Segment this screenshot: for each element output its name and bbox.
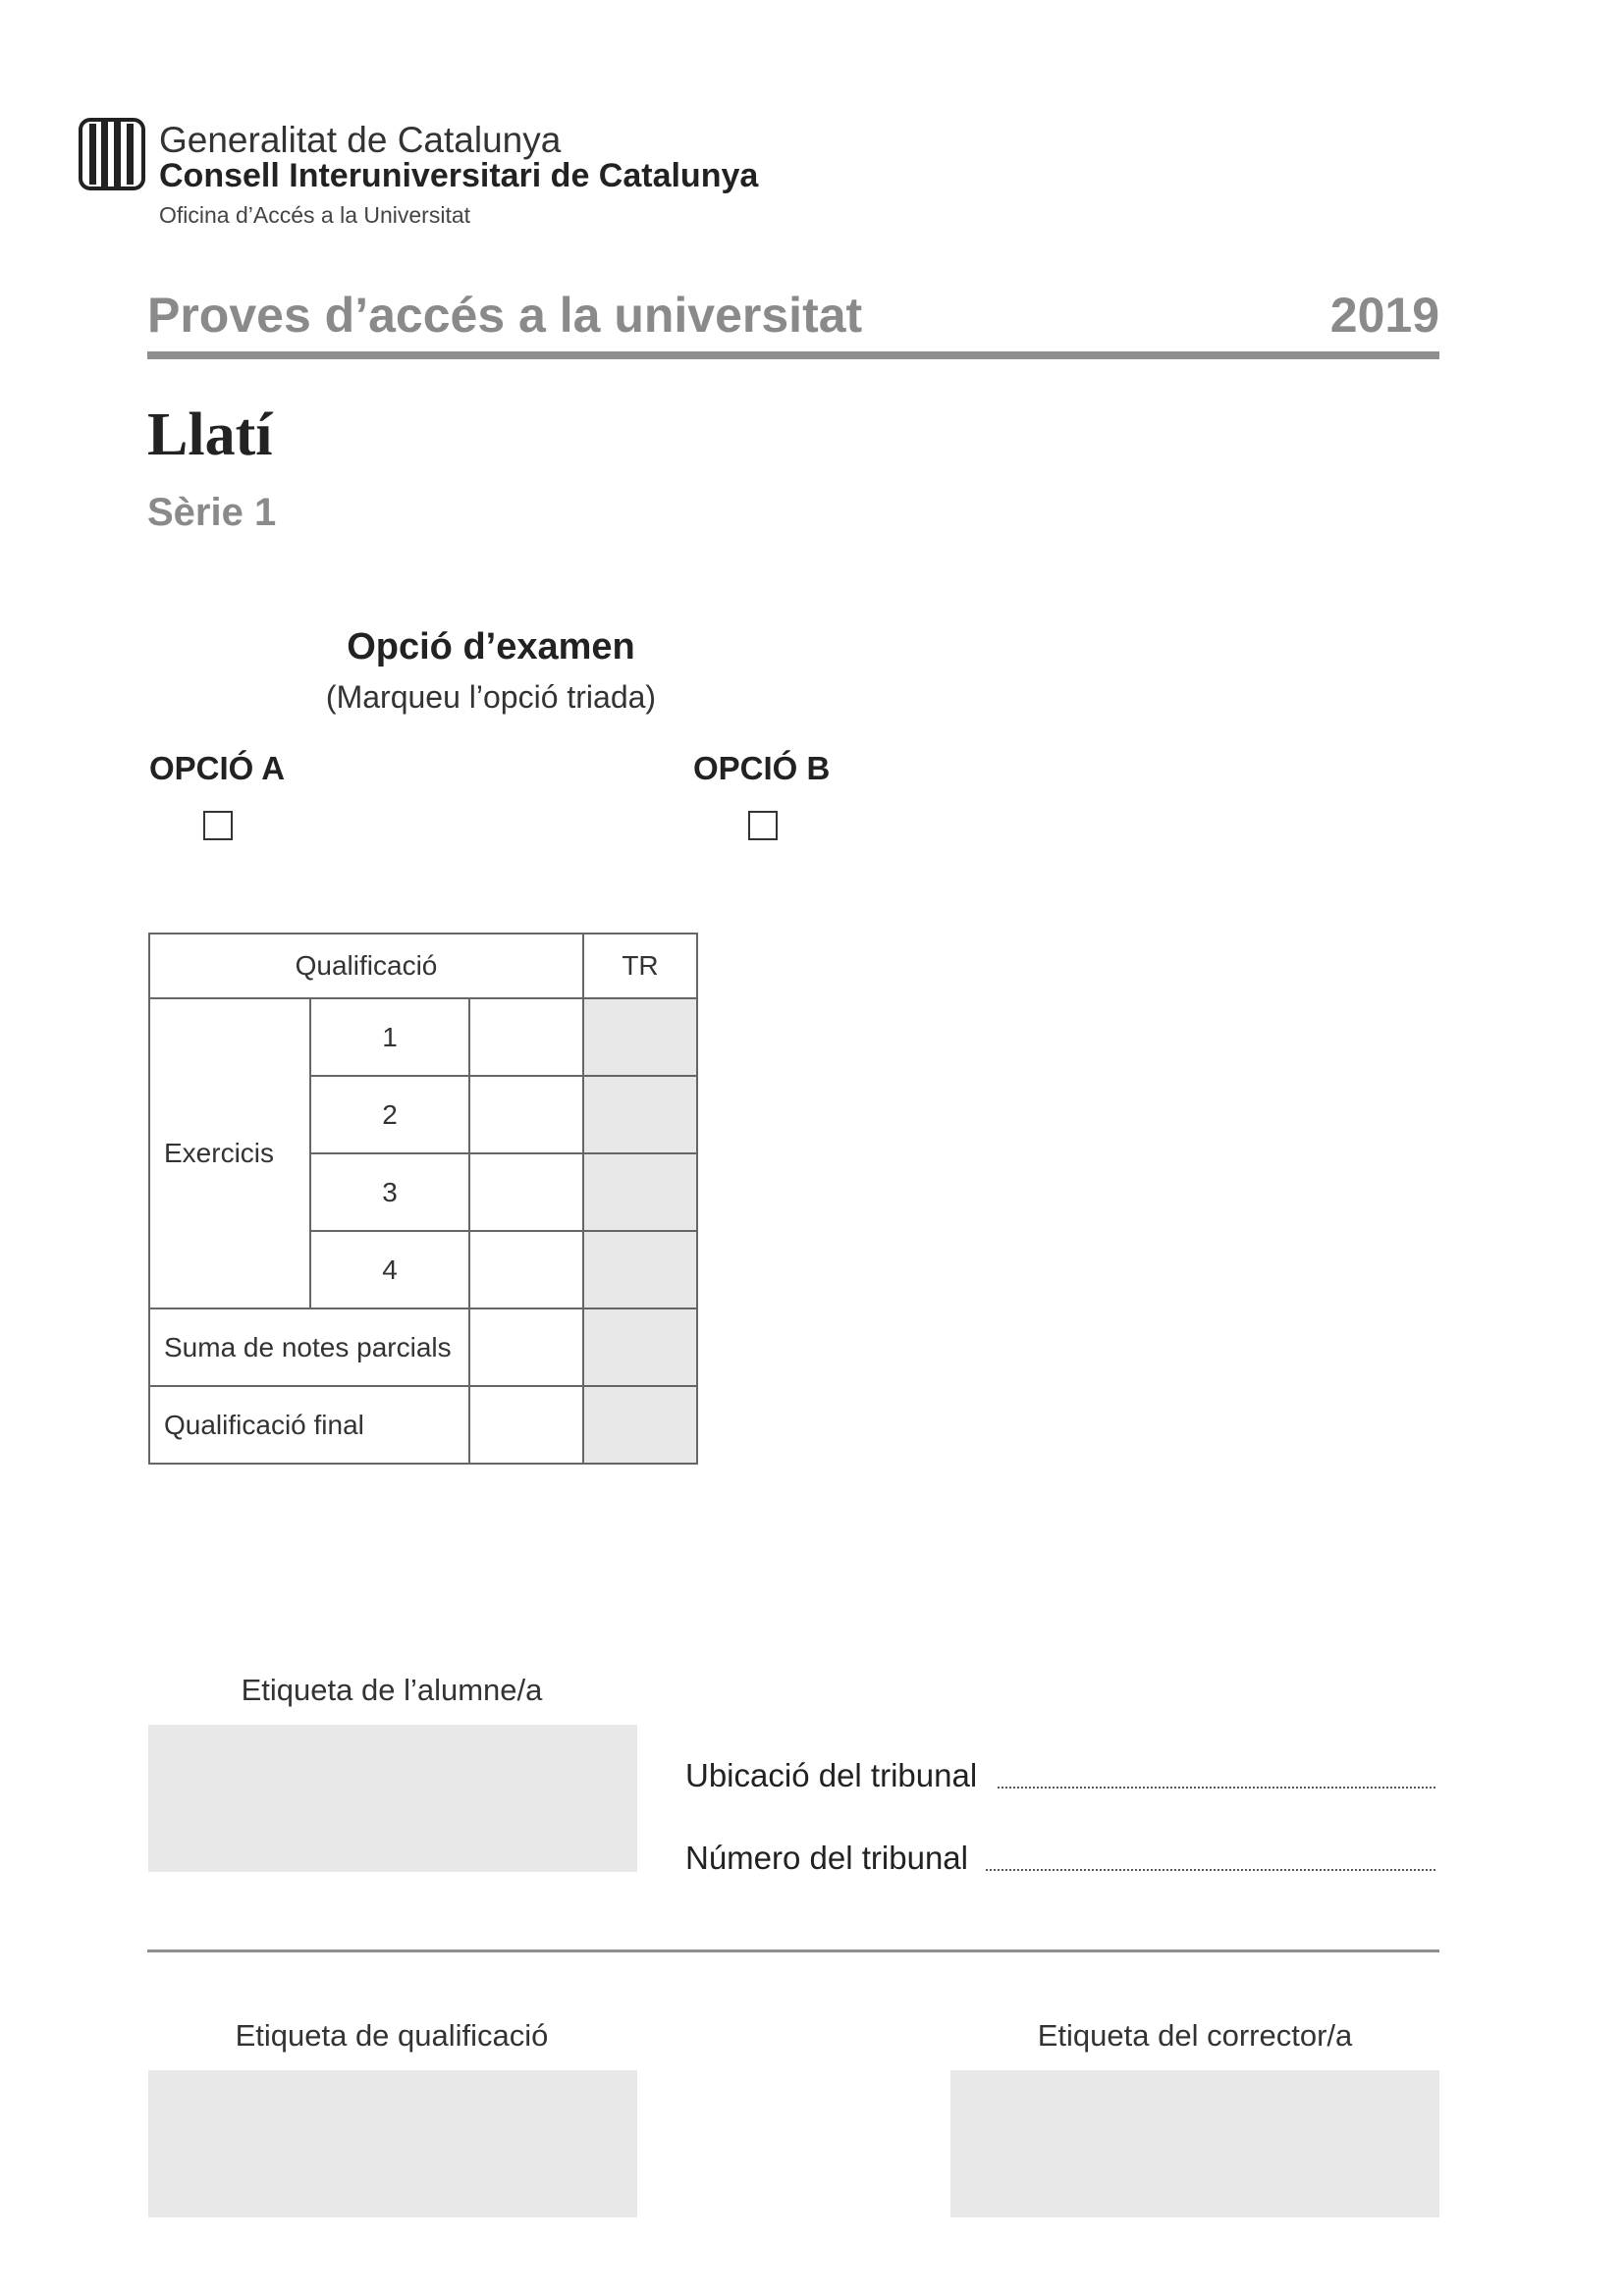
org-name-oficina: Oficina d’Accés a la Universitat [159, 202, 471, 228]
table-row [149, 1386, 697, 1464]
sum-grade-cell[interactable] [469, 1308, 583, 1386]
org-name-consell: Consell Interuniversitari de Catalunya [159, 157, 759, 194]
option-title: Opció d’examen [347, 626, 635, 667]
exercise-number: 1 [310, 998, 469, 1076]
title-rule [147, 351, 1439, 359]
exercise-2-tr-cell [583, 1076, 697, 1153]
final-tr-cell [583, 1386, 697, 1464]
exam-title: Proves d’accés a la universitat [147, 288, 863, 343]
exercise-4-tr-cell [583, 1231, 697, 1308]
exercicis-label: Exercicis [149, 998, 310, 1308]
option-b-label: OPCIÓ B [693, 750, 831, 786]
sum-tr-cell [583, 1308, 697, 1386]
exercise-1-grade-cell[interactable] [469, 998, 583, 1076]
grade-label-box[interactable] [148, 2070, 637, 2217]
header-tr: TR [583, 934, 697, 998]
section-divider [147, 1949, 1439, 1952]
sum-label: Suma de notes parcials [149, 1308, 469, 1386]
exercise-number: 2 [310, 1076, 469, 1153]
option-b-checkbox[interactable] [748, 811, 778, 840]
subject-title: Llatí [147, 401, 273, 468]
final-label: Qualificació final [149, 1386, 469, 1464]
tribunal-location-label: Ubicació del tribunal [685, 1757, 978, 1793]
exercise-1-tr-cell [583, 998, 697, 1076]
final-grade-cell[interactable] [469, 1386, 583, 1464]
tribunal-number-label: Número del tribunal [685, 1840, 968, 1876]
student-label-caption: Etiqueta de l’alumne/a [241, 1673, 543, 1707]
exercise-3-grade-cell[interactable] [469, 1153, 583, 1231]
exercise-number: 4 [310, 1231, 469, 1308]
header-qualificacio: Qualificació [149, 934, 583, 998]
corrector-label-box[interactable] [950, 2070, 1439, 2217]
exercise-3-tr-cell [583, 1153, 697, 1231]
tribunal-number-field[interactable] [986, 1869, 1435, 1871]
exercise-4-grade-cell[interactable] [469, 1231, 583, 1308]
serie-label: Sèrie 1 [147, 491, 277, 534]
org-name-generalitat: Generalitat de Catalunya [159, 120, 562, 160]
table-row [149, 998, 697, 1076]
option-a-checkbox[interactable] [203, 811, 233, 840]
grades-table [148, 933, 698, 1465]
option-subtitle: (Marqueu l’opció triada) [325, 679, 657, 715]
corrector-label-caption: Etiqueta del corrector/a [1037, 2018, 1353, 2053]
grade-label-caption: Etiqueta de qualificació [235, 2018, 549, 2053]
tribunal-location-field[interactable] [998, 1787, 1435, 1789]
student-label-box[interactable] [148, 1725, 637, 1872]
generalitat-logo-icon [79, 118, 145, 190]
exercise-2-grade-cell[interactable] [469, 1076, 583, 1153]
table-header-row [149, 934, 697, 998]
exam-year: 2019 [1329, 288, 1439, 343]
table-row [149, 1308, 697, 1386]
option-a-label: OPCIÓ A [149, 750, 286, 786]
exercise-number: 3 [310, 1153, 469, 1231]
